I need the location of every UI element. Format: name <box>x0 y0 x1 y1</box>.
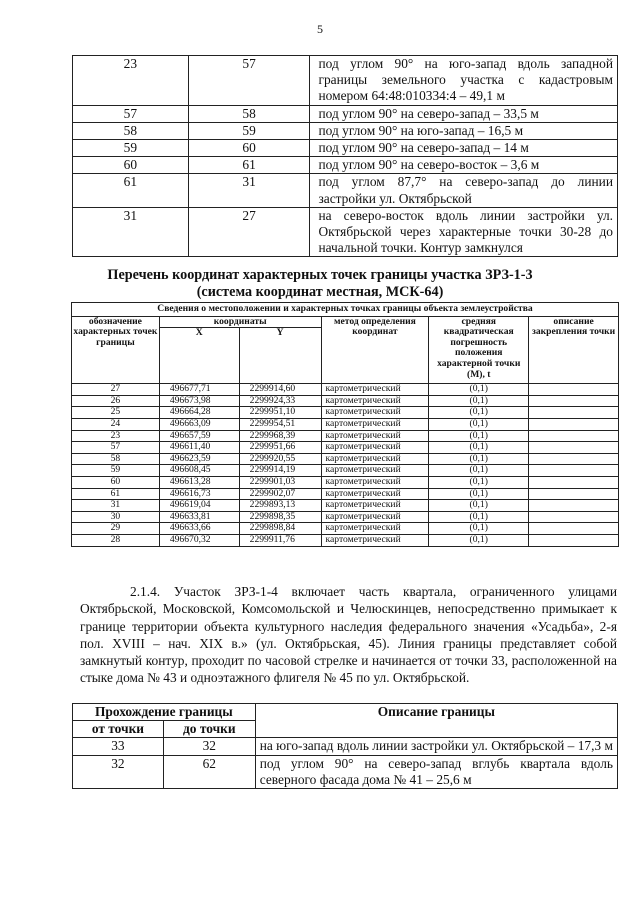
heading-line-2: (система координат местная, МСК-64) <box>196 284 444 300</box>
accuracy: (0,1) <box>429 534 529 546</box>
from-point: 60 <box>73 157 189 174</box>
point-id: 57 <box>72 442 160 454</box>
table-row <box>73 755 618 788</box>
accuracy: (0,1) <box>429 384 529 396</box>
heading-line-1: Перечень координат характерных точек границы участка ЗРЗ-1-3 <box>107 267 533 283</box>
coord-x: 496663,09 <box>159 418 239 430</box>
coord-y: 2299914,60 <box>239 384 321 396</box>
boundary-description: под углом 90° на северо-запад – 14 м <box>310 140 618 157</box>
from-point: 31 <box>73 207 189 257</box>
section-2-1-4-paragraph: 2.1.4. Участок ЗРЗ-1-4 включает часть квартала, ограниченного улицами Октябрьской, Московской, Комсомольской и Челюскинцев, непосредственно примыкает к границе территории объекта культурного наследия федерального значения «Усадьба», 2-я пол. XVIII – нач. XIX в.» (ул. Октябрьская, 45). Линия границы представляет собой замкнутый контур, проходит по часовой стрелке и начинается от точки 33, расположенной на стыке дома № 43 и одноэтажного флигеля № 45 по ул. Октябрьской. <box>80 584 617 686</box>
accuracy: (0,1) <box>429 442 529 454</box>
coordinates-heading <box>0 267 640 301</box>
boundary-description: под углом 90° на северо-восток – 3,6 м <box>310 157 618 174</box>
to-point: 31 <box>188 174 310 207</box>
boundary-description: на юго-запад вдоль линии застройки ул. Октябрьской – 17,3 м <box>255 738 617 755</box>
boundary-description-table-1 <box>72 55 618 257</box>
table-row <box>72 534 619 546</box>
fixing <box>529 430 619 442</box>
coord-x: 496623,59 <box>159 453 239 465</box>
method: картометрический <box>321 384 429 396</box>
coord-y: 2299893,13 <box>239 500 321 512</box>
coord-x: 496657,59 <box>159 430 239 442</box>
table-row <box>72 488 619 500</box>
accuracy: (0,1) <box>429 511 529 523</box>
fixing <box>529 442 619 454</box>
point-id: 23 <box>72 430 160 442</box>
table-row <box>73 105 618 122</box>
coordinates-table <box>71 302 619 547</box>
method: картометрический <box>321 453 429 465</box>
table-row <box>73 56 618 106</box>
from-point: 33 <box>73 738 164 755</box>
to-point: 60 <box>188 140 310 157</box>
table-row <box>73 207 618 257</box>
method: картометрический <box>321 523 429 535</box>
method: картометрический <box>321 476 429 488</box>
point-id: 60 <box>72 476 160 488</box>
coord-y: 2299968,39 <box>239 430 321 442</box>
table-row <box>73 738 618 755</box>
fixing <box>529 418 619 430</box>
header-x: X <box>159 328 239 384</box>
table-row <box>73 174 618 207</box>
point-id: 30 <box>72 511 160 523</box>
header-accuracy: средняя квадратическая погрешность положения характерной точки (М), t <box>429 316 529 384</box>
coord-y: 2299924,33 <box>239 395 321 407</box>
point-id: 58 <box>72 453 160 465</box>
method: картометрический <box>321 465 429 477</box>
table-row <box>72 511 619 523</box>
header-designation: обозначение характерных точек границы <box>72 316 160 384</box>
accuracy: (0,1) <box>429 453 529 465</box>
boundary-description: под углом 90° на северо-запад вглубь квартала вдоль северного фасада дома № 41 – 25,6 м <box>255 755 617 788</box>
header-fixing: описание закрепления точки <box>529 316 619 384</box>
accuracy: (0,1) <box>429 523 529 535</box>
table-row <box>73 122 618 139</box>
method: картометрический <box>321 442 429 454</box>
table-row <box>72 407 619 419</box>
coord-y: 2299911,76 <box>239 534 321 546</box>
method: картометрический <box>321 418 429 430</box>
header-description: Описание границы <box>255 704 617 738</box>
coord-x: 496673,98 <box>159 395 239 407</box>
table-row <box>72 500 619 512</box>
point-id: 25 <box>72 407 160 419</box>
coord-x: 496664,28 <box>159 407 239 419</box>
point-id: 24 <box>72 418 160 430</box>
fixing <box>529 407 619 419</box>
header-to: до точки <box>163 721 255 738</box>
to-point: 57 <box>188 56 310 106</box>
method: картометрический <box>321 488 429 500</box>
coord-y: 2299920,55 <box>239 453 321 465</box>
accuracy: (0,1) <box>429 407 529 419</box>
point-id: 29 <box>72 523 160 535</box>
table-row <box>72 453 619 465</box>
to-point: 59 <box>188 122 310 139</box>
accuracy: (0,1) <box>429 418 529 430</box>
accuracy: (0,1) <box>429 465 529 477</box>
point-id: 27 <box>72 384 160 396</box>
to-point: 27 <box>188 207 310 257</box>
table-row <box>72 430 619 442</box>
coord-y: 2299902,07 <box>239 488 321 500</box>
page-number: 5 <box>317 22 323 36</box>
method: картометрический <box>321 430 429 442</box>
header-from: от точки <box>73 721 164 738</box>
method: картометрический <box>321 534 429 546</box>
point-id: 26 <box>72 395 160 407</box>
from-point: 23 <box>73 56 189 106</box>
header-coords: координаты <box>159 316 321 328</box>
from-point: 59 <box>73 140 189 157</box>
from-point: 58 <box>73 122 189 139</box>
table-row <box>72 384 619 396</box>
fixing <box>529 476 619 488</box>
table-row <box>72 523 619 535</box>
point-id: 61 <box>72 488 160 500</box>
coord-x: 496633,81 <box>159 511 239 523</box>
point-id: 28 <box>72 534 160 546</box>
fixing <box>529 465 619 477</box>
boundary-description: под углом 87,7° на северо-запад до линии застройки ул. Октябрьской <box>310 174 618 207</box>
to-point: 58 <box>188 105 310 122</box>
table-row <box>72 395 619 407</box>
boundary-description: под углом 90° на юго-запад вдоль западной границы земельного участка с кадастровым номером 64:48:010334:4 – 49,1 м <box>310 56 618 106</box>
table-row <box>73 157 618 174</box>
coord-y: 2299951,66 <box>239 442 321 454</box>
coord-x: 496670,32 <box>159 534 239 546</box>
fixing <box>529 523 619 535</box>
method: картометрический <box>321 511 429 523</box>
fixing <box>529 511 619 523</box>
coord-y: 2299901,03 <box>239 476 321 488</box>
coord-x: 496613,28 <box>159 476 239 488</box>
boundary-description-table-2 <box>72 703 618 789</box>
coord-y: 2299898,84 <box>239 523 321 535</box>
from-point: 57 <box>73 105 189 122</box>
table-row <box>72 476 619 488</box>
from-point: 32 <box>73 755 164 788</box>
fixing <box>529 395 619 407</box>
to-point: 62 <box>163 755 255 788</box>
accuracy: (0,1) <box>429 476 529 488</box>
fixing <box>529 488 619 500</box>
boundary-description: под углом 90° на юго-запад – 16,5 м <box>310 122 618 139</box>
header-passage: Прохождение границы <box>73 704 256 721</box>
point-id: 31 <box>72 500 160 512</box>
accuracy: (0,1) <box>429 430 529 442</box>
method: картометрический <box>321 407 429 419</box>
fixing <box>529 453 619 465</box>
coord-y: 2299954,51 <box>239 418 321 430</box>
fixing <box>529 384 619 396</box>
to-point: 61 <box>188 157 310 174</box>
table-row <box>73 140 618 157</box>
coord-x: 496608,45 <box>159 465 239 477</box>
coord-x: 496633,66 <box>159 523 239 535</box>
fixing <box>529 534 619 546</box>
table-row <box>72 465 619 477</box>
coord-x: 496611,40 <box>159 442 239 454</box>
to-point: 32 <box>163 738 255 755</box>
coord-y: 2299914,19 <box>239 465 321 477</box>
method: картометрический <box>321 395 429 407</box>
accuracy: (0,1) <box>429 500 529 512</box>
from-point: 61 <box>73 174 189 207</box>
coord-y: 2299951,10 <box>239 407 321 419</box>
table-row <box>72 418 619 430</box>
accuracy: (0,1) <box>429 488 529 500</box>
header-y: Y <box>239 328 321 384</box>
accuracy: (0,1) <box>429 395 529 407</box>
table-row <box>72 442 619 454</box>
fixing <box>529 500 619 512</box>
boundary-description: под углом 90° на северо-запад – 33,5 м <box>310 105 618 122</box>
point-id: 59 <box>72 465 160 477</box>
coord-x: 496619,04 <box>159 500 239 512</box>
boundary-description: на северо-восток вдоль линии застройки ул. Октябрьской через характерные точки 30-28 до начальной точки. Контур замкнулся <box>310 207 618 257</box>
coord-x: 496616,73 <box>159 488 239 500</box>
method: картометрический <box>321 500 429 512</box>
coordinates-table-title: Сведения о местоположении и характерных точках границы объекта землеустройства <box>72 303 619 317</box>
coord-x: 496677,71 <box>159 384 239 396</box>
header-method: метод определения координат <box>321 316 429 384</box>
coord-y: 2299898,35 <box>239 511 321 523</box>
